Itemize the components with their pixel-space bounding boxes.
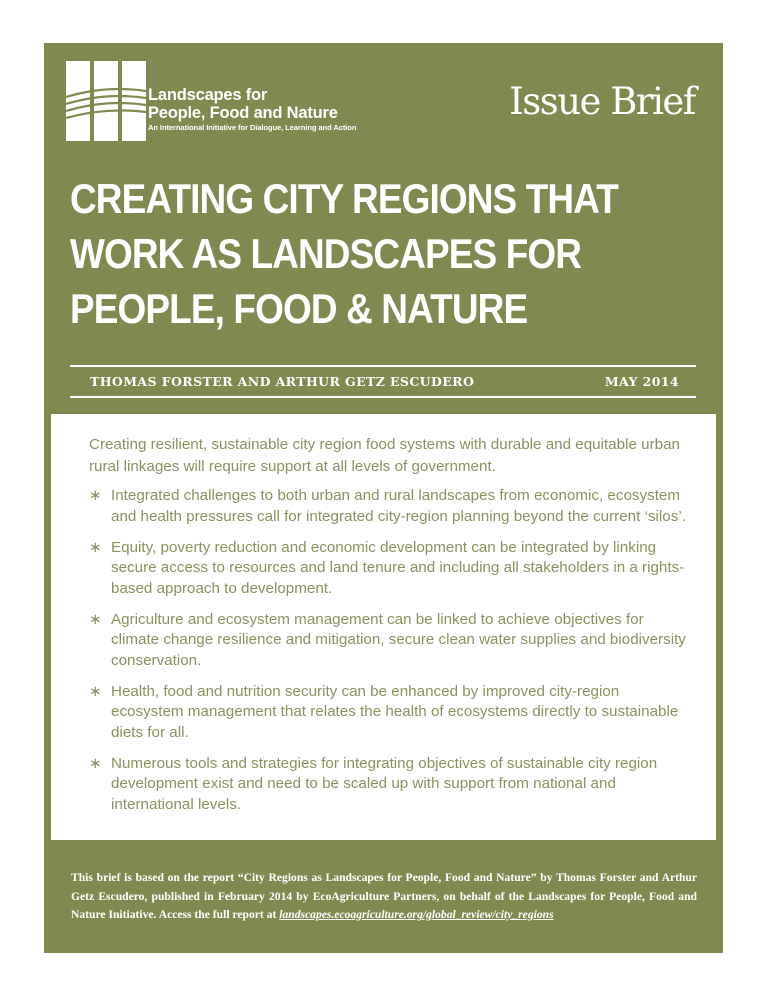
divider-top — [70, 365, 696, 367]
summary-intro: Creating resilient, sustainable city region food systems with durable and equitable urban rural linkages will require support at all levels of government. — [89, 436, 680, 475]
asterisk-bullet-icon: ∗ — [89, 682, 102, 700]
logo-tagline: An International Initiative for Dialogue, Learning and Action — [148, 123, 357, 132]
bullet-text: Equity, poverty reduction and economic development can be integrated by linking secure access to resources and land tenure and including all stakeholders in a rights-based approach to development. — [111, 538, 685, 597]
list-item — [89, 538, 689, 600]
divider-bottom — [70, 396, 696, 398]
issue-brief-cover — [44, 43, 723, 953]
page-title — [70, 171, 633, 336]
title-line: WORK AS LANDSCAPES FOR — [70, 230, 582, 277]
issue-brief-label: Issue Brief — [509, 80, 695, 123]
footer-note — [71, 869, 697, 925]
bullet-text: Integrated challenges to both urban and rural landscapes from economic, ecosystem and health pressures call for integrated city-region planning beyond the current ‘silos’. — [111, 487, 686, 525]
asterisk-bullet-icon: ∗ — [89, 754, 102, 772]
title-line: PEOPLE, FOOD & NATURE — [70, 285, 528, 332]
summary-bullets — [89, 486, 689, 826]
asterisk-bullet-icon: ∗ — [89, 487, 102, 504]
list-item — [89, 682, 689, 744]
asterisk-bullet-icon: ∗ — [89, 610, 102, 628]
landscape-logo-icon — [66, 61, 146, 141]
logo-line-1: Landscapes for — [148, 86, 268, 104]
summary-panel — [51, 414, 716, 840]
list-item — [89, 610, 689, 672]
authors: THOMAS FORSTER AND ARTHUR GETZ ESCUDERO — [90, 374, 475, 389]
bullet-text: Health, food and nutrition security can be enhanced by improved city-region ecosystem management that relates the health of ecosystems directly to sustainable diets for all. — [111, 682, 679, 741]
list-item — [89, 754, 689, 816]
title-line: CREATING CITY REGIONS THAT — [70, 175, 618, 222]
logo — [66, 61, 426, 141]
footer-text: This brief is based on the report “City Regions as Landscapes for People, Food and Nature” by Thomas Forster and Arthur Getz Escudero, published in February 2014 by EcoAgriculture Partners, on behalf of the Landscapes for People, Food and Nature Initiative. Access the full report at — [71, 871, 697, 921]
publication-date: MAY 2014 — [604, 374, 679, 389]
asterisk-bullet-icon: ∗ — [89, 538, 102, 556]
report-link[interactable]: landscapes.ecoagriculture.org/global_review/city_regions — [279, 908, 554, 921]
bullet-text: Agriculture and ecosystem management can be linked to achieve objectives for climate change resilience and mitigation, secure clean water supplies and biodiversity conservation. — [111, 610, 686, 669]
list-item — [89, 486, 689, 527]
logo-line-2: People, Food and Nature — [148, 104, 338, 122]
bullet-text: Numerous tools and strategies for integrating objectives of sustainable city region development exist and need to be scaled up with support from national and international levels. — [111, 754, 658, 813]
logo-text — [148, 86, 356, 133]
